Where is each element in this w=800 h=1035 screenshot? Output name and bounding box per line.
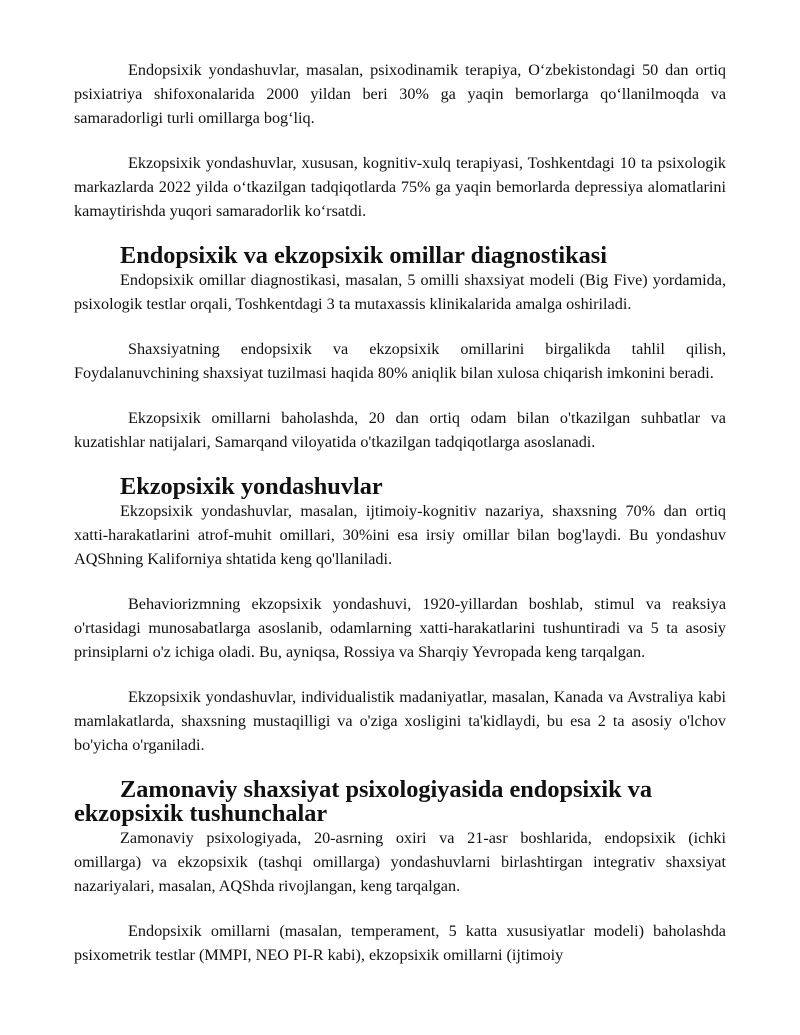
exopsychic-paragraph-1: Ekzopsixik yondashuvlar, masalan, ijtimoiy-kognitiv nazariya, shaxsning 70% dan ortiq xatti-harakatlarini atrof-muhit omillari, 30%ini esa irsiy omillar bilan bog'laydi. Bu yondashuv AQShning Kaliforniya shtatida keng qo'llaniladi. xyxy=(74,502,726,568)
section-heading-modern: Zamonaviy shaxsiyat psixologiyasida endopsixik va ekzopsixik tushunchalar xyxy=(74,776,652,827)
exopsychic-paragraph-2: Behaviorizmning ekzopsixik yondashuvi, 1920-yillardan boshlab, stimul va reaksiya o'rtasidagi munosabatlarga asoslanib, odamlarning xatti-harakatlarini tushuntiradi va 5 ta asosiy prinsiplarni o'z ichiga oladi. Bu, ayniqsa, Rossiya va Sharqiy Yevropada keng tarqalgan. xyxy=(74,595,726,661)
exopsychic-paragraph-3: Ekzopsixik yondashuvlar, individualistik madaniyatlar, masalan, Kanada va Avstraliya kabi mamlakatlarda, shaxsning mustaqilligi va o'ziga xosligini ta'kidlaydi, bu esa 2 ta asosiy o'lchov bo'yicha o'rganiladi. xyxy=(74,688,726,754)
diagnostics-paragraph-1: Endopsixik omillar diagnostikasi, masalan, 5 omilli shaxsiyat modeli (Big Five) yordamida, psixologik testlar orqali, Toshkentdagi 3 ta mutaxassis klinikalarida amalga oshiriladi. xyxy=(74,271,726,313)
intro-paragraph-2: Ekzopsixik yondashuvlar, xususan, kognitiv-xulq terapiyasi, Toshkentdagi 10 ta psixologik markazlarda 2022 yilda o‘tkazilgan tadqiqotlarda 75% ga yaqin bemorlarda depressiya alomatlarini kamaytirishda yuqori samaradorlik ko‘rsatdi. xyxy=(74,154,726,220)
modern-paragraph-1: Zamonaviy psixologiyada, 20-asrning oxiri va 21-asr boshlarida, endopsixik (ichki omillarga) va ekzopsixik (tashqi omillarga) yondashuvlarni birlashtirgan integrativ shaxsiyat nazariyalari, masalan, AQShda rivojlangan, keng tarqalgan. xyxy=(74,829,726,895)
diagnostics-paragraph-2: Shaxsiyatning endopsixik va ekzopsixik omillarini birgalikda tahlil qilish, Foydalanuvchining shaxsiyat tuzilmasi haqida 80% aniqlik bilan xulosa chiqarish imkonini beradi. xyxy=(74,340,726,382)
section-heading-exopsychic: Ekzopsixik yondashuvlar xyxy=(120,473,383,500)
modern-paragraph-2: Endopsixik omillarni (masalan, temperament, 5 katta xususiyatlar modeli) baholashda psixometrik testlar (MMPI, NEO PI-R kabi), ekzopsixik omillarni (ijtimoiy xyxy=(74,922,726,964)
diagnostics-paragraph-3: Ekzopsixik omillarni baholashda, 20 dan ortiq odam bilan o'tkazilgan suhbatlar va kuzatishlar natijalari, Samarqand viloyatida o'tkazilgan tadqiqotlarga asoslanadi. xyxy=(74,409,726,451)
section-heading-diagnostics: Endopsixik va ekzopsixik omillar diagnostikasi xyxy=(120,242,607,269)
intro-paragraph-1: Endopsixik yondashuvlar, masalan, psixodinamik terapiya, O‘zbekistondagi 50 dan ortiq psixiatriya shifoxonalarida 2000 yildan beri 30% ga yaqin bemorlarga qo‘llanilmoqda va samaradorligi turli omillarga bog‘liq. xyxy=(74,61,726,127)
